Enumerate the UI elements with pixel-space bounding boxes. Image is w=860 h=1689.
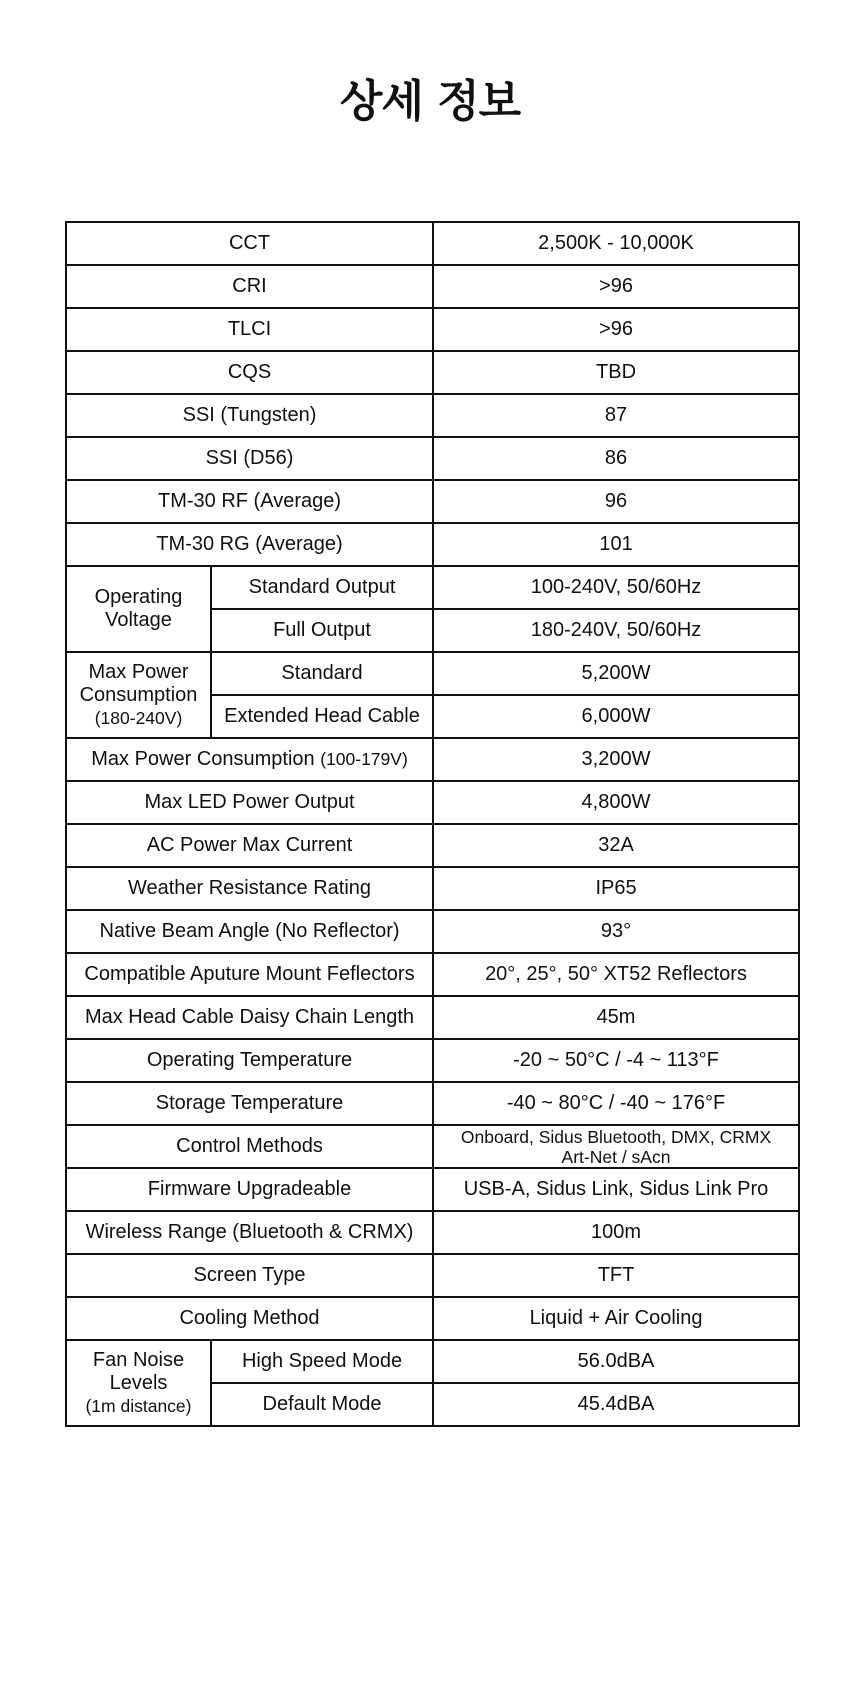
spec-value: 96 xyxy=(433,480,799,523)
table-row xyxy=(66,308,799,351)
table-row xyxy=(66,1254,799,1297)
spec-value: 3,200W xyxy=(433,738,799,781)
table-row xyxy=(66,394,799,437)
table-row xyxy=(66,953,799,996)
group-label-line: (1m distance) xyxy=(85,1395,192,1416)
table-row xyxy=(66,910,799,953)
table-row xyxy=(66,222,799,265)
spec-value: 4,800W xyxy=(433,781,799,824)
spec-value: 56.0dBA xyxy=(433,1340,799,1383)
spec-value: 100m xyxy=(433,1211,799,1254)
table-row xyxy=(66,1082,799,1125)
spec-label: SSI (Tungsten) xyxy=(66,394,433,437)
spec-sublabel: Standard xyxy=(211,652,433,695)
group-label-line: Consumption xyxy=(79,683,198,706)
table-row xyxy=(66,996,799,1039)
table-row xyxy=(66,566,799,609)
spec-label: Storage Temperature xyxy=(66,1082,433,1125)
spec-label: TLCI xyxy=(66,308,433,351)
spec-value: TBD xyxy=(433,351,799,394)
group-label-line: Levels xyxy=(109,1371,168,1394)
spec-table xyxy=(65,221,800,1427)
spec-label: Weather Resistance Rating xyxy=(66,867,433,910)
table-row xyxy=(66,523,799,566)
spec-label: Screen Type xyxy=(66,1254,433,1297)
spec-value: 45m xyxy=(433,996,799,1039)
spec-value: -20 ~ 50°C / -4 ~ 113°F xyxy=(433,1039,799,1082)
spec-label: CRI xyxy=(66,265,433,308)
spec-label: Wireless Range (Bluetooth & CRMX) xyxy=(66,1211,433,1254)
spec-value: 100-240V, 50/60Hz xyxy=(433,566,799,609)
group-label-line: Voltage xyxy=(105,609,172,631)
group-label-operating-voltage xyxy=(66,566,211,652)
spec-value: USB-A, Sidus Link, Sidus Link Pro xyxy=(433,1168,799,1211)
spec-value: Liquid + Air Cooling xyxy=(433,1297,799,1340)
table-row xyxy=(66,437,799,480)
spec-label: Control Methods xyxy=(66,1125,433,1168)
table-row xyxy=(66,781,799,824)
spec-label: Native Beam Angle (No Reflector) xyxy=(66,910,433,953)
table-row xyxy=(66,265,799,308)
spec-label: Compatible Aputure Mount Feflectors xyxy=(66,953,433,996)
table-row xyxy=(66,738,799,781)
spec-value: 87 xyxy=(433,394,799,437)
spec-value: 101 xyxy=(433,523,799,566)
spec-label-sub: (100-179V) xyxy=(320,749,408,769)
spec-label: CQS xyxy=(66,351,433,394)
spec-sublabel: Extended Head Cable xyxy=(211,695,433,738)
spec-label: AC Power Max Current xyxy=(66,824,433,867)
spec-sublabel: Full Output xyxy=(211,609,433,652)
table-row xyxy=(66,652,799,695)
group-label-line: Operating xyxy=(94,586,183,608)
spec-label: Max Head Cable Daisy Chain Length xyxy=(66,996,433,1039)
table-row xyxy=(66,480,799,523)
group-label-fan-noise xyxy=(66,1340,211,1426)
spec-value: -40 ~ 80°C / -40 ~ 176°F xyxy=(433,1082,799,1125)
table-row xyxy=(66,1211,799,1254)
spec-value: 32A xyxy=(433,824,799,867)
spec-label xyxy=(66,738,433,781)
spec-label: CCT xyxy=(66,222,433,265)
spec-value: IP65 xyxy=(433,867,799,910)
table-row xyxy=(66,824,799,867)
spec-value: 180-240V, 50/60Hz xyxy=(433,609,799,652)
spec-label-main: Max Power Consumption xyxy=(91,748,321,770)
spec-label: SSI (D56) xyxy=(66,437,433,480)
spec-value: 93° xyxy=(433,910,799,953)
table-row xyxy=(66,867,799,910)
spec-label: TM-30 RG (Average) xyxy=(66,523,433,566)
group-label-line: Max Power xyxy=(88,660,189,683)
spec-value: 45.4dBA xyxy=(433,1383,799,1426)
group-label-line: (180-240V) xyxy=(94,707,183,728)
spec-value: 86 xyxy=(433,437,799,480)
spec-value-line: Art-Net / sAcn xyxy=(561,1146,671,1167)
spec-value: >96 xyxy=(433,308,799,351)
spec-label: Cooling Method xyxy=(66,1297,433,1340)
table-row xyxy=(66,1340,799,1383)
spec-sublabel: Standard Output xyxy=(211,566,433,609)
spec-value: 2,500K - 10,000K xyxy=(433,222,799,265)
spec-value: 20°, 25°, 50° XT52 Reflectors xyxy=(433,953,799,996)
spec-sublabel: High Speed Mode xyxy=(211,1340,433,1383)
spec-label: Firmware Upgradeable xyxy=(66,1168,433,1211)
spec-value: 6,000W xyxy=(433,695,799,738)
table-row xyxy=(66,1297,799,1340)
spec-sublabel: Default Mode xyxy=(211,1383,433,1426)
spec-label: Max LED Power Output xyxy=(66,781,433,824)
spec-label: Operating Temperature xyxy=(66,1039,433,1082)
spec-value xyxy=(433,1125,799,1168)
group-label-max-power xyxy=(66,652,211,738)
table-row xyxy=(66,1039,799,1082)
table-row xyxy=(66,1125,799,1168)
table-row xyxy=(66,351,799,394)
spec-label: TM-30 RF (Average) xyxy=(66,480,433,523)
spec-value-line: Onboard, Sidus Bluetooth, DMX, CRMX xyxy=(460,1126,772,1147)
spec-value: >96 xyxy=(433,265,799,308)
table-row xyxy=(66,1168,799,1211)
group-label-line: Fan Noise xyxy=(92,1348,185,1371)
page-title: 상세 정보 xyxy=(339,76,521,127)
spec-value: 5,200W xyxy=(433,652,799,695)
spec-value: TFT xyxy=(433,1254,799,1297)
